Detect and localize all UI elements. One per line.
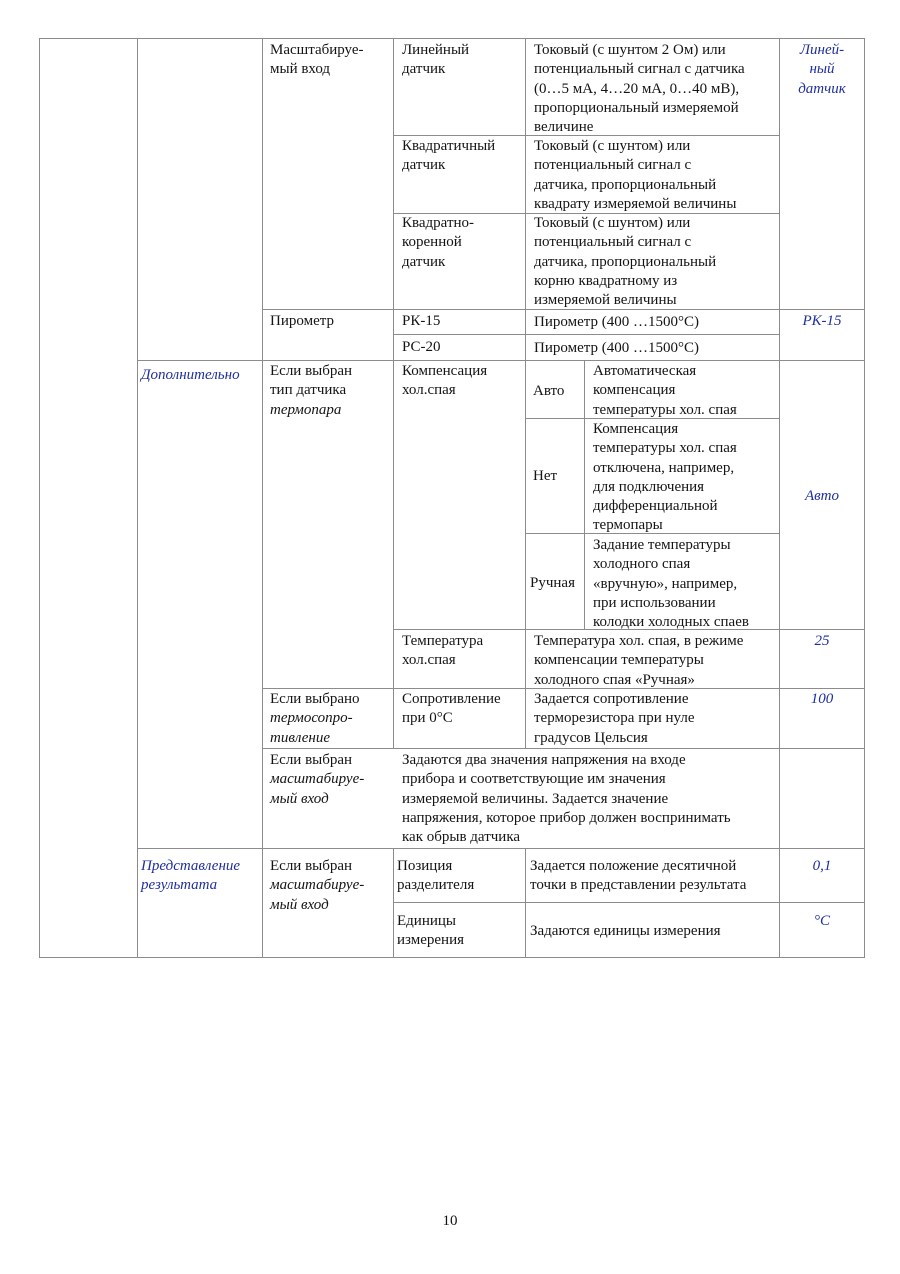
cj-comp-default: Авто <box>804 488 839 504</box>
divider-name: Позиция разделителя <box>397 858 475 894</box>
rtd-name: Сопротивление при 0°C <box>402 691 501 727</box>
rtd-desc: Задается сопротивление терморезистора при нуле градусов Цельсия <box>534 691 695 746</box>
cj-temp-desc: Температура хол. спая, в режиме компенсации температуры холодного спая «Ручная» <box>534 633 744 688</box>
quadratic-sensor-name: Квадратичный датчик <box>402 138 496 174</box>
rs20-name: РС-20 <box>402 339 441 355</box>
presentation-label: Если выбран масштабируе- мый вход <box>270 858 365 913</box>
cj-temp-name: Температура хол.спая <box>402 633 484 669</box>
cj-manual-name: Ручная <box>530 575 575 591</box>
additional-scaled-desc: Задаются два значения напряжения на входе прибора и соответствующие им значения измеряемой величины. Задается значение напряжения, которое прибор должен воспринимать как обрыв датчика <box>402 752 731 846</box>
rk15-desc: Пирометр (400 …1500°C) <box>534 314 699 330</box>
divider-desc: Задается положение десятичной точки в представлении результата <box>530 858 747 894</box>
scaled-input-default: Линей- ный датчик <box>798 42 846 97</box>
cj-temp-default: 25 <box>814 633 830 649</box>
cj-none-desc: Компенсация температуры хол. спая отключена, например, для подключения дифференциальной термопары <box>593 421 737 534</box>
units-name: Единицы измерения <box>397 913 465 949</box>
cj-none-name: Нет <box>533 468 558 484</box>
divider-default: 0,1 <box>812 858 832 874</box>
additional-group-label: Дополнительно <box>141 367 240 383</box>
presentation-group-label: Представление результата <box>141 858 241 894</box>
rtd-label: Если выбрано термосопро- тивление <box>270 691 360 746</box>
page-number: 10 <box>442 1213 458 1229</box>
rk15-name: РК-15 <box>402 313 441 329</box>
sqrt-sensor-desc: Токовый (с шунтом) или потенциальный сигнал с датчика, пропорциональный корню квадратному из измеряемой величины <box>534 215 717 309</box>
cj-manual-desc: Задание температуры холодного спая «вручную», например, при использовании колодки холодных спаев <box>593 537 749 631</box>
sqrt-sensor-name: Квадратно- коренной датчик <box>402 215 475 270</box>
units-desc: Задаются единицы измерения <box>530 923 721 939</box>
additional-scaled-label: Если выбран масштабируе- мый вход <box>270 752 365 807</box>
scaled-input-label: Масштабируе- мый вход <box>270 42 364 78</box>
linear-sensor-desc: Токовый (с шунтом 2 Ом) или потенциальный сигнал с датчика (0…5 мА, 4…20 мА, 0…40 мВ), пропорциональный измеряемой величине <box>534 42 745 136</box>
thermocouple-label: Если выбран тип датчика термопара <box>270 363 353 418</box>
cj-comp-name: Компенсация хол.спая <box>402 363 488 399</box>
pyrometer-label: Пирометр <box>270 313 334 329</box>
cj-auto-desc: Автоматическая компенсация температуры хол. спая <box>593 363 737 418</box>
quadratic-sensor-desc: Токовый (с шунтом) или потенциальный сигнал с датчика, пропорциональный квадрату измеряемой величины <box>534 138 737 212</box>
units-default: °C <box>813 913 830 929</box>
rs20-desc: Пирометр (400 …1500°C) <box>534 340 699 356</box>
cj-auto-name: Авто <box>533 383 565 399</box>
linear-sensor-name: Линейный датчик <box>402 42 470 78</box>
rtd-default: 100 <box>810 691 834 707</box>
pyrometer-default: РК-15 <box>802 313 842 329</box>
